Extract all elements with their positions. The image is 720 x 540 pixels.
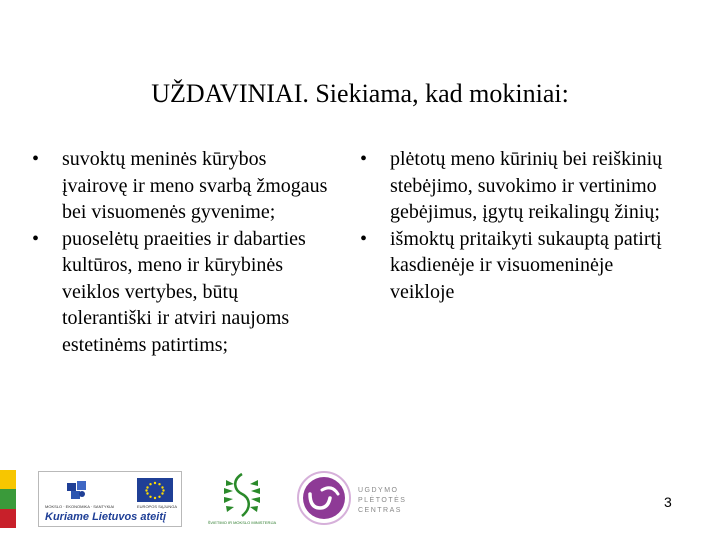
- green-emblem-icon: [204, 470, 280, 520]
- bullet-item: • plėtotų meno kūrinių bei reiškinių stebėjimo, suvokimo ir vertinimo gebėjimus, įgytų reikalingų žinių;: [360, 146, 680, 226]
- puzzle-people-icon: [65, 479, 89, 501]
- ministry-caption: ŠVIETIMO IR MOKSLO MINISTERIJA: [207, 520, 277, 525]
- upc-line: PLĖTOTĖS: [358, 497, 407, 504]
- eu-caption: EUROPOS SĄJUNGA: [137, 504, 178, 509]
- upc-logo: [296, 470, 408, 526]
- flag-stripe-red: [0, 509, 16, 528]
- right-bullet-list: [360, 146, 680, 305]
- page-number: 3: [664, 494, 672, 510]
- flag-stripe-yellow: [0, 470, 16, 489]
- bullet-item: • suvoktų meninės kūrybos įvairovę ir meno svarbą žmogaus bei visuomenės gyvenime;: [32, 146, 332, 226]
- right-column: [360, 146, 680, 305]
- eu-stars-icon: [137, 478, 173, 502]
- left-bullet-list: [32, 146, 332, 358]
- upc-circle-icon: [296, 470, 352, 526]
- ministry-logo: [204, 470, 280, 528]
- lithuanian-flag-stripes: [0, 470, 16, 528]
- esf-slogan: Kuriame Lietuvos ateitį: [45, 511, 167, 523]
- flag-stripe-green: [0, 489, 16, 508]
- esf-logo: [38, 471, 182, 527]
- upc-wordmark: [358, 486, 406, 516]
- eu-flag-icon: [137, 478, 173, 502]
- upc-line: UGDYMO: [358, 487, 399, 494]
- upc-line: CENTRAS: [358, 507, 402, 514]
- slide-title: UŽDAVINIAI. Siekiama, kad mokiniai:: [151, 79, 569, 108]
- esf-fund-caption: MOKSLO · EKONOMIKA · SANTYKIAI: [45, 504, 115, 509]
- bullet-item: • puoselėtų praeities ir dabarties kultūros, meno ir kūrybinės veiklos vertybes, būtų tolerantiški ir atviri naujoms estetinėms patirtims;: [32, 226, 332, 359]
- bullet-item: • išmoktų pritaikyti sukauptą patirtį kasdienėje ir visuomeninėje veikloje: [360, 226, 680, 306]
- left-column: [32, 146, 332, 358]
